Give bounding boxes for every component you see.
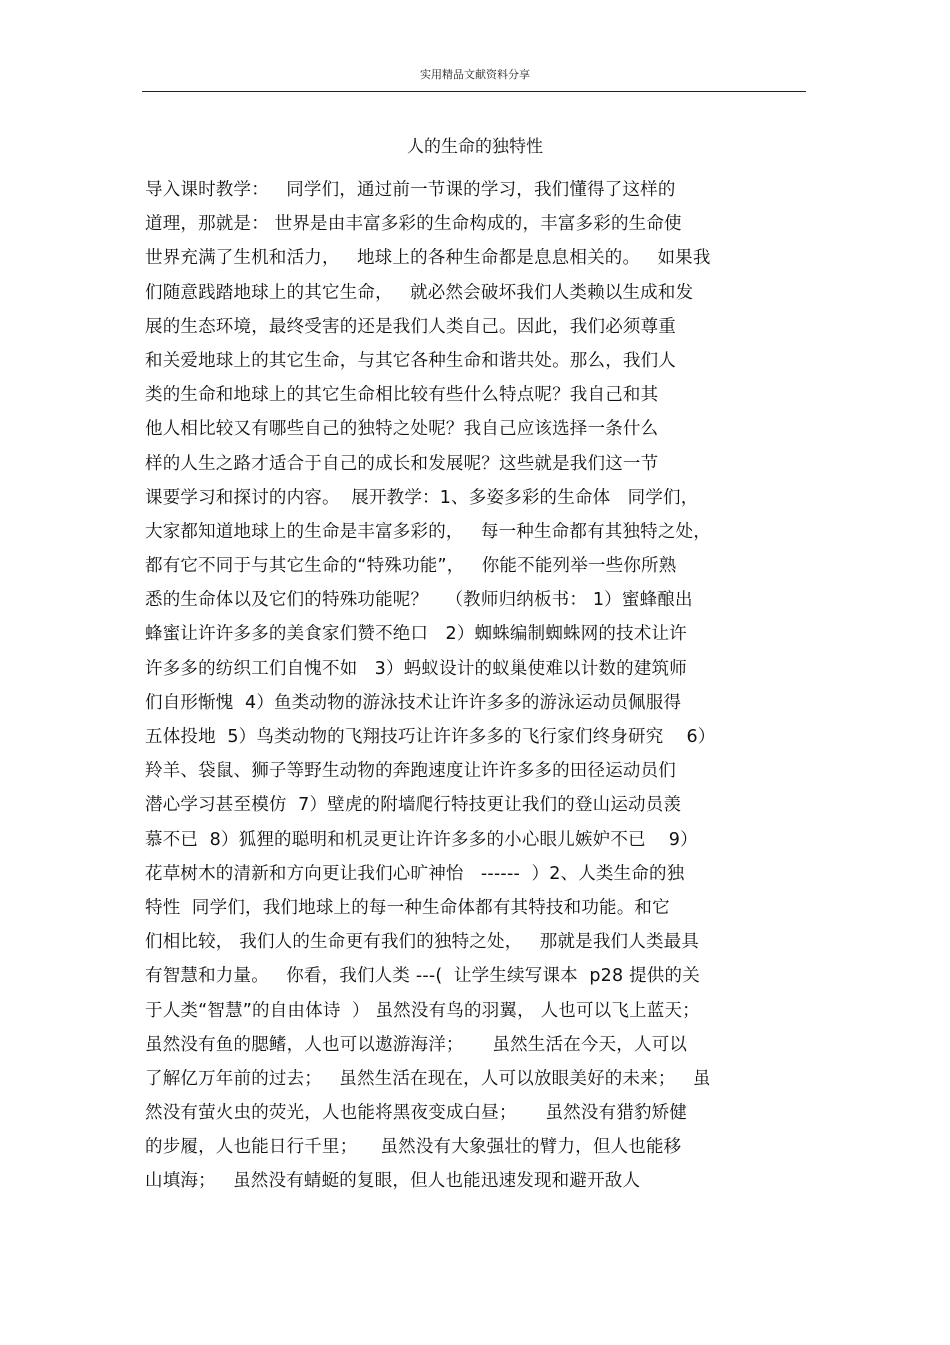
body-line: 潜心学习甚至模仿 7）壁虎的附墙爬行特技更让我们的登山运动员羡 [145,795,682,816]
body-line: 展的生态环境，最终受害的还是我们人类自己。因此，我们必须尊重 [145,316,676,337]
body-line: 课要学习和探讨的内容。 展开教学：1、多姿多彩的生命体 同学们， [145,487,699,508]
body-line: 特性 同学们，我们地球上的每一种生命体都有其特技和功能。和它 [145,897,670,918]
body-line: 山填海； 虽然没有蜻蜓的复眼，但人也能迅速发现和避开敌人 [145,1171,641,1192]
body-line: 们相比较， 我们人的生命更有我们的独特之处， 那就是我们人类最具 [145,932,700,953]
body-line: 花草树木的清新和方向更让我们心旷神怡 ------ ）2、人类生命的独 [145,863,685,884]
body-line: 了解亿万年前的过去； 虽然生活在现在，人可以放眼美好的未来； 虽 [145,1068,711,1089]
body-line: 然没有萤火虫的荧光，人也能将黑夜变成白昼； 虽然没有猎豹矫健 [145,1103,688,1124]
document-title: 人的生命的独特性 [407,137,543,157]
page-header: 实用精品文献资料分享 [420,68,530,81]
body-line: 慕不已 8）狐狸的聪明和机灵更让许许多多的小心眼儿嫉妒不已 9） [145,829,698,850]
body-line: 都有它不同于与其它生命的“特殊功能”， 你能不能列举一些你所熟 [145,556,677,577]
body-line: 五体投地 5）鸟类动物的飞翔技巧让许许多多的飞行家们终身研究 6） [145,727,716,747]
document-body [145,173,825,1199]
body-line: 们随意践踏地球上的其它生命， 就必然会破坏我们人类赖以生成和发 [145,282,694,303]
body-line: 虽然没有鱼的腮鳍，人也可以遨游海洋； 虽然生活在今天，人可以 [145,1034,688,1055]
body-line: 羚羊、袋鼠、狮子等野生动物的奔跑速度让许许多多的田径运动员们 [145,761,676,782]
body-line: 蜂蜜让许许多多的美食家们赞不绝口 2）蜘蛛编制蜘蛛网的技术让许 [145,624,687,645]
body-line: 的步履，人也能日行千里； 虽然没有大象强壮的臂力，但人也能移 [145,1137,682,1158]
body-line: 许多多的纺织工们自愧不如 3）蚂蚁设计的蚁巢使难以计数的建筑师 [145,658,687,679]
body-line: 于人类“智慧”的自由体诗 ） 虽然没有鸟的羽翼， 人也可以飞上蓝天； [145,1000,700,1021]
body-line: 有智慧和力量。 你看，我们人类 ---( 让学生续写课本 p28 提供的关 [145,966,700,987]
body-line: 他人相比较又有哪些自己的独特之处呢？我自己应该选择一条什么 [145,419,659,440]
body-line: 大家都知道地球上的生命是丰富多彩的， 每一种生命都有其独特之处， [145,521,711,542]
body-line: 道理，那就是： 世界是由丰富多彩的生命构成的，丰富多彩的生命使 [145,214,682,235]
body-line: 类的生命和地球上的其它生命相比较有些什么特点呢？我自己和其 [145,385,659,406]
body-line: 悉的生命体以及它们的特殊功能呢？ （教师归纳板书： 1）蜜蜂酿出 [145,590,693,611]
header-divider [142,91,806,92]
body-line: 世界充满了生机和活力， 地球上的各种生命都是息息相关的。 如果我 [145,248,711,269]
body-line: 和关爱地球上的其它生命，与其它各种生命和谐共处。那么，我们人 [145,350,676,371]
body-line: 导入课时教学： 同学们，通过前一节课的学习，我们懂得了这样的 [145,180,676,200]
body-line: 样的人生之路才适合于自己的成长和发展呢？这些就是我们这一节 [145,453,659,474]
body-line: 们自形惭愧 4）鱼类动物的游泳技术让许许多多的游泳运动员佩服得 [145,692,682,713]
